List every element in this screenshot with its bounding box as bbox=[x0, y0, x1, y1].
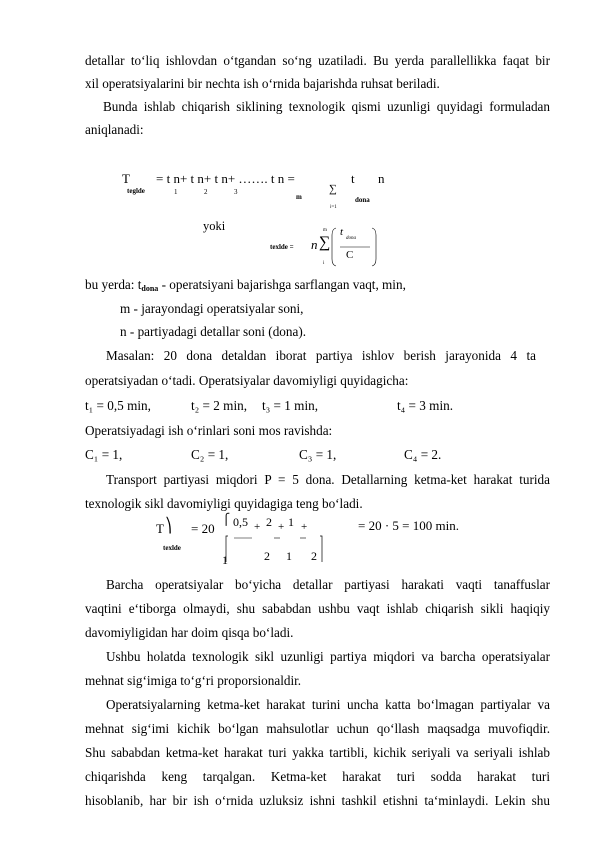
text-line: xil operatsiyalarini bir nechta ish o‘rnida bajarishda ruhsat beriladi. bbox=[85, 76, 440, 91]
count-2: C₂ = 1, bbox=[191, 447, 229, 462]
time-1: t₁ = 0,5 min, bbox=[85, 398, 151, 413]
text-line: texnologik sikl davomiyligi quyidagiga teng bo‘ladi. bbox=[85, 496, 363, 511]
time-3: t₃ = 1 min, bbox=[262, 398, 318, 413]
text-line: mehnat sig‘imi kichik bo‘lgan mahsulotlar uchun qo‘llash maqsadga muvofiqdir. bbox=[85, 721, 550, 736]
text-line: Operatsiyalarning ketma-ket harakat turini uncha katta bo‘lmagan partiyalar va bbox=[106, 697, 550, 712]
count-1: C₁ = 1, bbox=[85, 447, 123, 462]
text-line: Barcha operatsiyalar bo‘yicha detallar partiyasi harakati vaqti tanaffuslar bbox=[106, 577, 550, 592]
text-line: Transport partiyasi miqdori P = 5 dona. Detallarning ketma-ket harakat turida bbox=[106, 472, 550, 487]
text-line: hisoblanib, har bir ish o‘rnida uzluksiz ishni tashkil etishni ta‘minlaydi. Lekin shu bbox=[85, 793, 550, 808]
text-line: mehnat sig‘imiga to‘g‘ri proporsionaldir. bbox=[85, 673, 302, 688]
text-line: vaqtini e‘tiborga olmaydi, shu sababdan ushbu vaqt ishlab chiqarish sikli haqiqiy bbox=[85, 601, 550, 616]
text-line: aniqlanadi: bbox=[85, 122, 144, 137]
where-line: bu yerda: $t_{dona}$ - operatsiyani bajarishga sarflangan vaqt, min, bbox=[85, 277, 406, 293]
text-line: m - jarayondagi operatsiyalar soni, bbox=[120, 301, 304, 316]
text-line: operatsiyadan o‘tadi. Operatsiyalar davomiyligi quyidagicha: bbox=[85, 373, 409, 388]
count-4: C₄ = 2. bbox=[404, 447, 442, 462]
text-line: davomiyligidan har doim qisqa bo‘ladi. bbox=[85, 625, 294, 640]
text-line: Operatsiyadagi ish o‘rinlari soni mos ravishda: bbox=[85, 423, 333, 438]
text-line: Masalan: 20 dona detaldan iborat partiya ishlov berish jarayonida 4 ta bbox=[106, 348, 536, 363]
yoki-text: yoki bbox=[203, 219, 226, 233]
time-2: t₂ = 2 min, bbox=[191, 398, 247, 413]
formula-2-bracket bbox=[330, 225, 380, 269]
text-line: Bunda ishlab chiqarish siklining texnologik qismi uzunligi quyidagi formuladan bbox=[103, 99, 550, 114]
time-4: t₄ = 3 min. bbox=[397, 398, 453, 413]
text-line: n - partiyadagi detallar soni (dona). bbox=[120, 324, 307, 339]
text-line: chiqarishda keng tarqalgan. Ketma-ket harakat turi sodda harakat turi bbox=[85, 769, 550, 784]
text-line: Ushbu holatda texnologik sikl uzunligi partiya miqdori va barcha operatsiyalar bbox=[106, 649, 550, 664]
count-3: C₃ = 1, bbox=[299, 447, 337, 462]
text-line: detallar to‘liq ishlovdan o‘tgandan so‘ng uzatiladi. Bu yerda parallellikka faqat bir bbox=[85, 53, 550, 68]
text-line: Shu sababdan ketma-ket harakat turi yakka tartibli, kichik seriyali va seriyali ishlab bbox=[85, 745, 550, 760]
